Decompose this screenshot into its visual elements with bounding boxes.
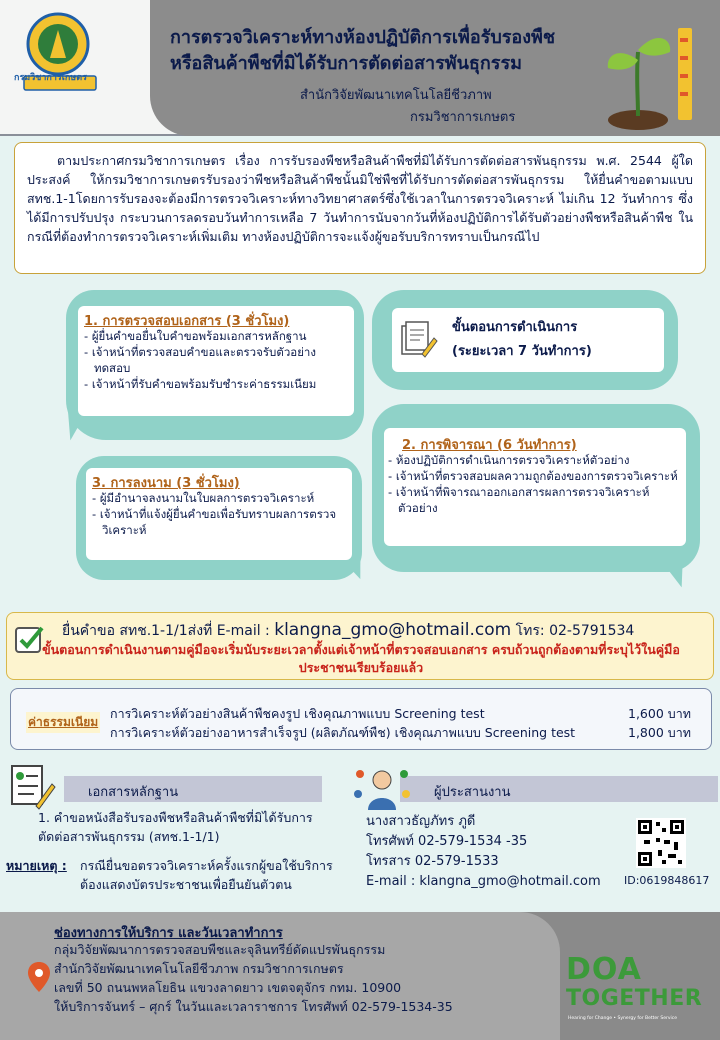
- list-item: - ผู้ยื่นคำขอยื่นใบคำขอพร้อมเอกสารหลักฐาน: [84, 328, 352, 344]
- fee-row-price: 1,600 บาท: [628, 706, 691, 721]
- list-item: - เจ้าหน้าที่แจ้งผู้ยื่นคำขอเพื่อรับทราบผลการตรวจวิเคราะห์: [92, 506, 350, 538]
- org-name: สำนักวิจัยพัฒนาเทคโนโลยีชีวภาพ: [300, 88, 492, 103]
- footer-address: [54, 940, 453, 1016]
- step2-title: 2. การพิจารณา (6 วันทำการ): [402, 438, 577, 453]
- list-item: - เจ้าหน้าที่ตรวจสอบคำขอและตรวจรับตัวอย่างทดสอบ: [84, 344, 352, 376]
- intro-paragraph: ตามประกาศกรมวิชาการเกษตร เรื่อง การรับรองพืชหรือสินค้าพืชที่มิได้รับการตัดต่อสารพันธุกรรม พ.ศ. 2544 ผู้ใดประสงค์ ให้กรมวิชาการเกษตรรับรองว่าพืชหรือสินค้าพืชนั้นมิใช่พืชที่ได้รับการตัดต่อสารพันธุกรรม ให้ยื่นคำขอตามแบบ สทช.1-1โดยการรับรองจะต้องมีการตรวจวิเคราะห์ทางวิทยาศาสตร์ซึ่งใช้เวลาในการตรวจวิเคราะห์ ไม่เกิน 12 วันทำการ ซึ่งได้มีการปรับปรุง กระบวนการลดรอบวันทำการเหลือ 7 วันทำการนับจากวันที่ห้องปฏิบัติการได้รับตัวอย่างพืชหรือสินค้าพืช ในกรณีที่ต้องทำการตรวจวิเคราะห์เพิ่มเติม ทางห้องปฏิบัติการจะแจ้งผู้ขอรับบริการทราบเป็นกรณีไป: [14, 142, 706, 274]
- submission-phone: โทร: 02-5791534: [511, 623, 635, 639]
- step3-title: 3. การลงนาม (3 ชั่วโมง): [92, 476, 240, 491]
- page-title-line2: หรือสินค้าพืชที่มิได้รับการตัดต่อสารพันธุกรรม: [170, 53, 523, 74]
- note-text: กรณียื่นขอตรวจวิเคราะห์ครั้งแรกผู้ขอใช้บริการต้องแสดงบัตรประชาชนเพื่อยืนยันตัวตน: [80, 858, 333, 892]
- brand-doa: DOA: [566, 952, 642, 987]
- contact-details: [366, 812, 601, 892]
- contact-email[interactable]: E-mail : klangna_gmo@hotmail.com: [366, 874, 601, 889]
- logo-text: กรมวิชาการเกษตร: [14, 73, 87, 83]
- step1-list: [84, 328, 352, 392]
- contact-heading: ผู้ประสานงาน: [434, 785, 511, 800]
- contact-person-icon: [352, 764, 412, 812]
- note-label: หมายเหตุ :: [6, 858, 67, 873]
- fee-row-desc: การวิเคราะห์ตัวอย่างสินค้าพืชคงรูป เชิงคุณภาพแบบ Screening test: [110, 706, 485, 721]
- plant-growth-icon: [598, 16, 708, 132]
- process-title: ขั้นตอนการดำเนินการ: [452, 320, 578, 335]
- process-duration: (ระยะเวลา 7 วันทำการ): [452, 344, 592, 359]
- documents-item: 1. คำขอหนังสือรับรองพืชหรือสินค้าพืชที่มิได้รับการตัดต่อสารพันธุกรรม (สทช.1-1/1): [38, 810, 313, 844]
- page-title-line1: การตรวจวิเคราะห์ทางห้องปฏิบัติการเพื่อรับรองพืช: [170, 27, 556, 48]
- step1-title: 1. การตรวจสอบเอกสาร (3 ชั่วโมง): [84, 314, 290, 329]
- submission-lead: ยื่นคำขอ สทช.1-1/1ส่งที่ E-mail :: [62, 623, 275, 639]
- submission-line: [62, 620, 634, 642]
- list-item: - เจ้าหน้าที่ตรวจสอบผลความถูกต้องของการตรวจวิเคราะห์: [388, 468, 684, 484]
- step2-list: [388, 452, 684, 516]
- submission-warning: ขั้นตอนการดำเนินงานตามคู่มือจะเริ่มนับระยะเวลาตั้งแต่เจ้าหน้าที่ตรวจสอบเอกสาร ครบถ้วนถูกต้องตามที่ระบุไว้ในคู่มือประชาชนเรียบร้อยแล้ว: [42, 642, 680, 675]
- footer-line: ให้บริการจันทร์ – ศุกร์ ในวันและเวลาราชการ โทรศัพท์ 02-579-1534-35: [54, 999, 453, 1014]
- footer-line: สำนักวิจัยพัฒนาเทคโนโลยีชีวภาพ กรมวิชาการเกษตร: [54, 961, 344, 976]
- list-item: - เจ้าหน้าที่พิจารณาออกเอกสารผลการตรวจวิเคราะห์ตัวอย่าง: [388, 484, 684, 516]
- contact-fax: โทรสาร 02-579-1533: [366, 854, 499, 869]
- footer-line: เลขที่ 50 ถนนพหลโยธิน แขวงลาดยาว เขตจตุจักร กทม. 10900: [54, 980, 402, 995]
- step3-list: [92, 490, 350, 538]
- list-item: - ผู้มีอำนาจลงนามในใบผลการตรวจวิเคราะห์: [92, 490, 350, 506]
- contact-phone: โทรศัพท์ 02-579-1534 -35: [366, 834, 528, 849]
- fee-label: ค่าธรรมเนียม: [26, 712, 100, 733]
- document-pencil-icon: [398, 320, 438, 360]
- fee-row-price: 1,800 บาท: [628, 725, 691, 740]
- list-item: - เจ้าหน้าที่รับคำขอพร้อมรับชำระค่าธรรมเนียม: [84, 376, 352, 392]
- footer-line: กลุ่มวิจัยพัฒนาการตรวจสอบพืชและจุลินทรีย์ดัดแปรพันธุกรรม: [54, 942, 386, 957]
- fee-row-desc: การวิเคราะห์ตัวอย่างอาหารสำเร็จรูป (ผลิตภัณฑ์พืช) เชิงคุณภาพแบบ Screening test: [110, 725, 576, 740]
- submission-email-link[interactable]: klangna_gmo@hotmail.com: [274, 620, 512, 640]
- qr-code-icon[interactable]: [636, 818, 686, 868]
- brand-together: TOGETHER: [566, 986, 703, 1011]
- documents-heading: เอกสารหลักฐาน: [88, 785, 179, 800]
- dept-name: กรมวิชาการเกษตร: [410, 110, 516, 125]
- location-pin-icon: [26, 960, 52, 994]
- list-item: - ห้องปฏิบัติการดำเนินการตรวจวิเคราะห์ตัวอย่าง: [388, 452, 684, 468]
- document-form-icon: [6, 762, 56, 810]
- brand-tagline: Hearing for Change • Synergy for Better Service: [568, 1016, 678, 1021]
- footer-heading: ช่องทางการให้บริการ และวันเวลาทำการ: [54, 926, 283, 941]
- contact-name: นางสาวธัญภัทร ภูดี: [366, 814, 476, 829]
- line-id: ID:0619848617: [624, 874, 710, 887]
